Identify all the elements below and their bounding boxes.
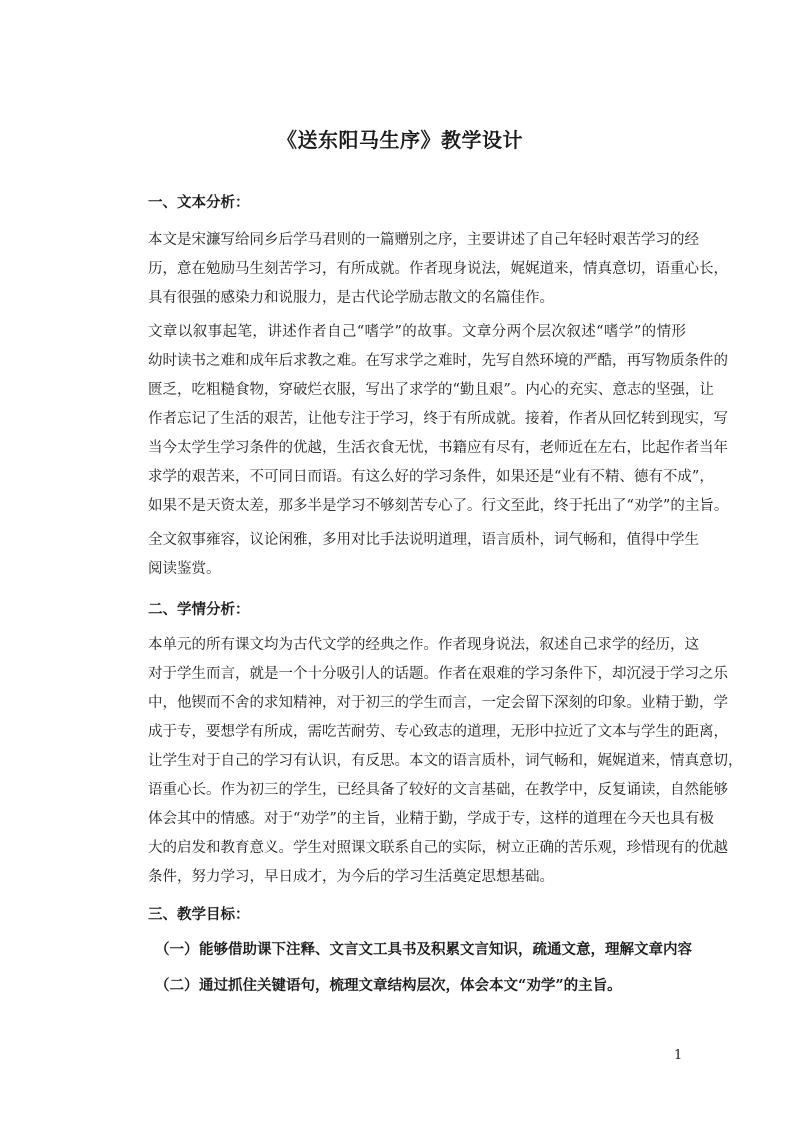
text-line: 幼时读书之难和成年后求教之难。在写求学之难时，先写自然环境的严酷，再写物质条件的 bbox=[148, 353, 728, 369]
text-line: 具有很强的感染力和说服力，是古代论学励志散文的名篇佳作。 bbox=[148, 290, 554, 306]
text-line: 对于学生而言，就是一个十分吸引人的话题。作者在艰难的学习条件下，却沉浸于学习之乐 bbox=[148, 666, 728, 682]
paragraph bbox=[148, 526, 699, 584]
text-line: 让学生对于自己的学习有认识，有反思。本文的语言质朴，词气畅和，娓娓道来，情真意切， bbox=[148, 753, 743, 769]
goal-number: （二） bbox=[155, 977, 199, 994]
text-line: 本文是宋濂写给同乡后学马君则的一篇赠别之序，主要讲述了自己年轻时艰苦学习的经 bbox=[148, 232, 699, 248]
document-title: 《送东阳马生序》教学设计 bbox=[277, 128, 523, 152]
text-line: 文章以叙事起笔，讲述作者自己“嗜学”的故事。文章分两个层次叙述“嗜学”的情形 bbox=[148, 324, 686, 340]
text-line: 求学的艰苦来，不可同日而语。有这么好的学习条件，如果还是“业有不精、德有不成”， bbox=[148, 469, 714, 485]
page-number: 1 bbox=[674, 1048, 683, 1063]
paragraph bbox=[148, 226, 728, 313]
text-line: 如果不是天资太差，那多半是学习不够刻苦专心了。行文至此，终于托出了“劝学”的主旨。 bbox=[148, 498, 729, 514]
text-line: 本单元的所有课文均为古代文学的经典之作。作者现身说法，叙述自己求学的经历，这 bbox=[148, 637, 699, 653]
text-line: 中，他锲而不舍的求知精神，对于初三的学生而言，一定会留下深刻的印象。业精于勤，学 bbox=[148, 695, 728, 711]
text-line: 全文叙事雍容，议论闲雅，多用对比手法说明道理，语言质朴，词气畅和，值得中学生 bbox=[148, 532, 699, 548]
paragraph bbox=[148, 318, 729, 521]
section-heading-learner-analysis: 二、学情分析： bbox=[148, 601, 250, 618]
text-line: 匮乏，吃粗糙食物，穿破烂衣服，写出了求学的“勤且艰”。内心的充实、意志的坚强，让 bbox=[148, 382, 714, 398]
text-line: 语重心长。作为初三的学生，已经具备了较好的文言基础，在教学中，反复诵读，自然能够 bbox=[148, 782, 728, 798]
text-line: 条件，努力学习，早日成才，为今后的学习生活奠定思想基础。 bbox=[148, 869, 554, 885]
text-line: 成于专，要想学有所成，需吃苦耐劳、专心致志的道理，无形中拉近了文本与学生的距离， bbox=[148, 724, 728, 740]
section-heading-text-analysis: 一、文本分析： bbox=[148, 194, 250, 211]
goal-text: 通过抓住关键语句，梳理文章结构层次，体会本文“劝学”的主旨。 bbox=[199, 977, 622, 994]
goal-number: （一） bbox=[155, 941, 199, 958]
goal-item bbox=[155, 938, 692, 959]
text-line: 当今太学生学习条件的优越，生活衣食无忧，书籍应有尽有，老师近在左右，比起作者当年 bbox=[148, 440, 728, 456]
text-line: 大的启发和教育意义。学生对照课文联系自己的实际，树立正确的苦乐观，珍惜现有的优越 bbox=[148, 840, 728, 856]
section-heading-teaching-goals: 三、教学目标： bbox=[148, 906, 250, 923]
text-line: 体会其中的情感。对于“劝学”的主旨，业精于勤，学成于专，这样的道理在今天也具有极 bbox=[148, 811, 714, 827]
text-line: 作者忘记了生活的艰苦，让他专注于学习，终于有所成就。接着，作者从回忆转到现实，写 bbox=[148, 411, 728, 427]
text-line: 历，意在勉励马生刻苦学习，有所成就。作者现身说法，娓娓道来，情真意切，语重心长， bbox=[148, 261, 728, 277]
text-line: 阅读鉴赏。 bbox=[148, 561, 221, 577]
goal-text: 能够借助课下注释、文言文工具书及积累文言知识，疏通文意，理解文章内容 bbox=[199, 941, 692, 958]
paragraph bbox=[148, 631, 743, 892]
goal-item bbox=[155, 974, 622, 995]
